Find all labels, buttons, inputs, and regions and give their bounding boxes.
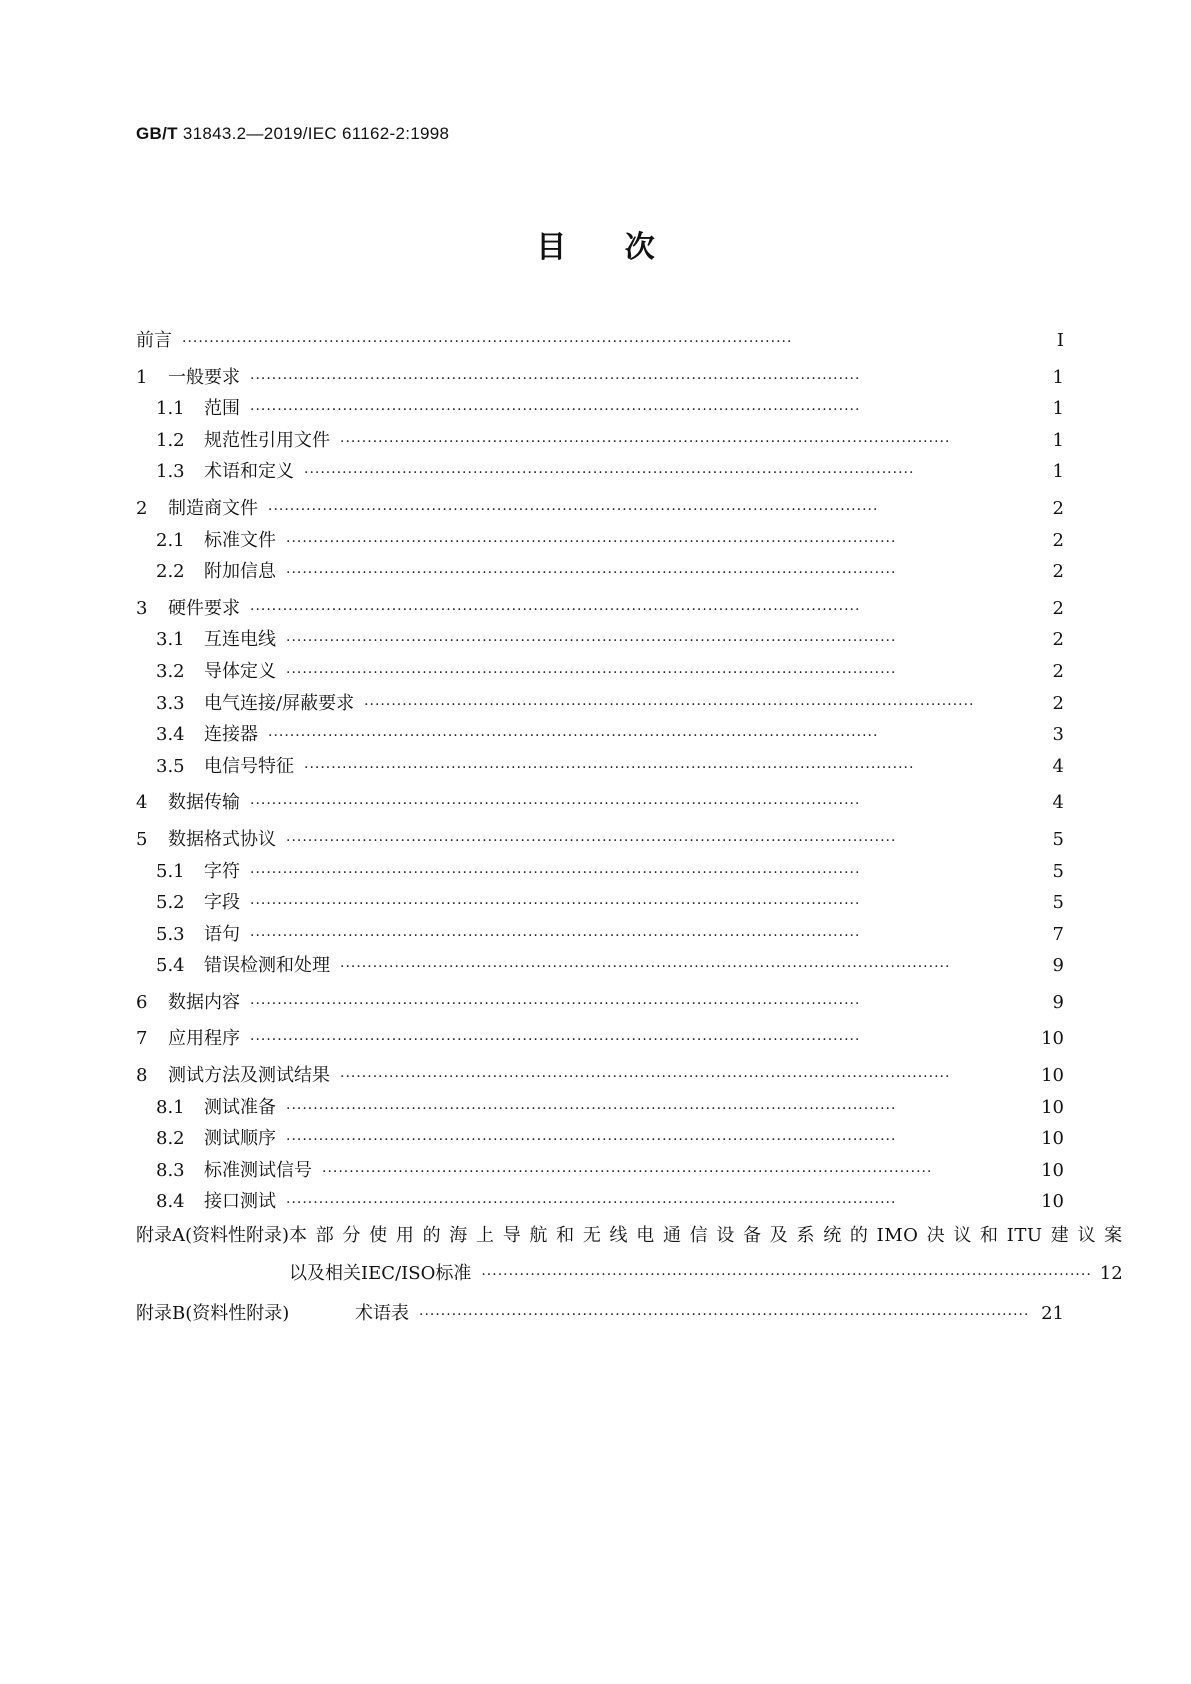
toc-entry-number: 2.2 — [156, 561, 185, 583]
toc-entry-page: 5 — [1052, 860, 1064, 882]
toc-entry[interactable] — [136, 988, 1064, 1020]
toc-entry-label: 标准测试信号 — [204, 1159, 312, 1181]
dot-leader: ················································································································ — [340, 959, 951, 976]
toc-entry[interactable] — [136, 657, 1064, 689]
toc-entry[interactable] — [136, 326, 1064, 358]
toc-entry[interactable] — [136, 1156, 1064, 1188]
toc-entry[interactable] — [136, 494, 1064, 526]
toc-entry-page: 1 — [1052, 398, 1064, 420]
toc-entry-label: 测试顺序 — [204, 1128, 276, 1150]
dot-leader: ················································································································ — [286, 832, 897, 849]
toc-entry[interactable] — [136, 1093, 1064, 1125]
dot-leader: ················································································································ — [481, 1267, 1092, 1284]
toc-entry-page: Ⅰ — [1056, 330, 1064, 351]
toc-entry[interactable] — [136, 594, 1064, 626]
dot-leader: ················································································································ — [340, 433, 951, 450]
toc-entry-label: 测试方法及测试结果 — [168, 1065, 330, 1087]
dot-leader: ················································································································ — [304, 759, 915, 776]
toc-entry-label: 导体定义 — [204, 660, 276, 682]
toc-entry[interactable] — [136, 557, 1064, 589]
toc-entry-page: 21 — [1041, 1303, 1064, 1325]
toc-entry-number: 5.2 — [156, 892, 185, 914]
toc-entry[interactable] — [136, 888, 1064, 920]
toc-entry-page: 10 — [1041, 1191, 1064, 1213]
toc-entry[interactable] — [136, 857, 1064, 889]
toc-entry-page: 4 — [1052, 792, 1064, 814]
toc-entry-page: 10 — [1041, 1096, 1064, 1118]
standard-number: 31843.2—2019/IEC 61162-2:1998 — [182, 124, 450, 143]
toc-entry-page: 4 — [1052, 755, 1064, 777]
toc-entry-page: 2 — [1052, 692, 1064, 714]
dot-leader: ················································································································ — [268, 728, 879, 745]
annex-title-text: 术语表 — [355, 1303, 409, 1325]
toc-entry[interactable] — [136, 1187, 1064, 1219]
toc-entry-page: 2 — [1052, 629, 1064, 651]
standard-header — [136, 124, 449, 144]
dot-leader: ················································································································ — [286, 533, 897, 550]
toc-entry-number: 8.3 — [156, 1159, 185, 1181]
toc-entry-number: 5.1 — [156, 860, 185, 882]
toc-entry-number: 3.2 — [156, 660, 185, 682]
toc-entry-number: 8.4 — [156, 1191, 185, 1213]
dot-leader: ················································································································ — [286, 1100, 897, 1117]
annex-title-line — [355, 1299, 1064, 1337]
toc-entry[interactable] — [136, 951, 1064, 983]
toc-entry-label: 附加信息 — [204, 561, 276, 583]
toc-annex-entry[interactable] — [136, 1299, 1064, 1337]
toc-entry-label: 字段 — [204, 892, 240, 914]
toc-entry-page: 1 — [1052, 429, 1064, 451]
toc-annex-entry[interactable] — [136, 1221, 1123, 1297]
toc-entry-number: 6 — [136, 991, 148, 1013]
dot-leader: ················································································································ — [340, 1069, 951, 1086]
toc-entry-number: 3.5 — [156, 755, 185, 777]
toc-entry-number: 2 — [136, 497, 148, 519]
toc-entry-label: 前言 — [136, 330, 172, 351]
toc-entry[interactable] — [136, 720, 1064, 752]
toc-entry-page: 9 — [1052, 991, 1064, 1013]
dot-leader: ················································································································ — [286, 1132, 897, 1149]
toc-entry-number: 8 — [136, 1065, 148, 1087]
dot-leader: ················································································································ — [268, 501, 879, 518]
toc-entry-page: 2 — [1052, 497, 1064, 519]
annex-heading: 附录A(资料性附录) — [136, 1225, 290, 1247]
toc-entry-page: 12 — [1099, 1263, 1123, 1285]
toc-entry-page: 2 — [1052, 660, 1064, 682]
dot-leader: ················································································································ — [304, 465, 915, 482]
toc-entry-number: 5.3 — [156, 923, 185, 945]
toc-entry-label: 语句 — [204, 923, 240, 945]
dot-leader: ················································································································ — [286, 565, 897, 582]
toc-entry-label: 互连电线 — [204, 629, 276, 651]
toc-entry-page: 10 — [1041, 1159, 1064, 1181]
toc-entry-label: 字符 — [204, 860, 240, 882]
toc-entry-page: 1 — [1052, 461, 1064, 483]
toc-entry-label: 数据内容 — [168, 991, 240, 1013]
toc-entry-number: 1.1 — [156, 398, 185, 420]
dot-leader: ················································································································ — [250, 896, 861, 913]
toc-entry-page: 10 — [1041, 1028, 1064, 1050]
toc-entry-page: 2 — [1052, 529, 1064, 551]
toc-entry[interactable] — [136, 457, 1064, 489]
dot-leader: ················································································································ — [250, 864, 861, 881]
toc-entry-number: 3 — [136, 597, 148, 619]
table-of-contents — [136, 326, 1123, 1337]
dot-leader: ················································································································ — [286, 633, 897, 650]
dot-leader: ················································································································ — [286, 1195, 897, 1212]
toc-entry-page: 9 — [1052, 955, 1064, 977]
toc-entry-label: 一般要求 — [168, 366, 240, 388]
toc-entry-number: 2.1 — [156, 529, 185, 551]
dot-leader: ················································································································ — [250, 370, 861, 387]
toc-entry[interactable] — [136, 625, 1064, 657]
toc-entry-label: 规范性引用文件 — [204, 429, 330, 451]
toc-entry-label: 应用程序 — [168, 1028, 240, 1050]
toc-entry-label: 测试准备 — [204, 1096, 276, 1118]
toc-entry-label: 数据传输 — [168, 792, 240, 814]
toc-entry[interactable] — [136, 363, 1064, 395]
toc-entry[interactable] — [136, 920, 1064, 952]
toc-entry[interactable] — [136, 526, 1064, 558]
toc-entry-label: 电信号特征 — [204, 755, 294, 777]
toc-entry-number: 5 — [136, 828, 148, 850]
toc-entry-number: 1.3 — [156, 461, 185, 483]
toc-entry-label: 范围 — [204, 398, 240, 420]
dot-leader: ················································································································ — [250, 1032, 861, 1049]
toc-entry[interactable] — [136, 689, 1064, 721]
standard-code: GB/T — [136, 124, 178, 143]
dot-leader: ················································································································ — [250, 995, 861, 1012]
toc-entry-label: 数据格式协议 — [168, 828, 276, 850]
toc-entry[interactable] — [136, 1024, 1064, 1056]
dot-leader: ················································································································ — [322, 1163, 933, 1180]
toc-entry-number: 4 — [136, 792, 148, 814]
toc-entry-number: 3.1 — [156, 629, 185, 651]
toc-entry-number: 7 — [136, 1028, 148, 1050]
toc-entry[interactable] — [136, 394, 1064, 426]
toc-entry-page: 7 — [1052, 923, 1064, 945]
toc-entry-label: 制造商文件 — [168, 497, 258, 519]
dot-leader: ················································································································ — [250, 601, 861, 618]
toc-entry-page: 10 — [1041, 1065, 1064, 1087]
annex-heading: 附录B(资料性附录) — [136, 1303, 290, 1325]
toc-entry-number: 1 — [136, 366, 148, 388]
toc-entry-number: 3.4 — [156, 724, 185, 746]
toc-entry-page: 10 — [1041, 1128, 1064, 1150]
dot-leader: ················································································································ — [419, 1307, 1030, 1324]
toc-entry-page: 2 — [1052, 597, 1064, 619]
toc-entry[interactable] — [136, 426, 1064, 458]
dot-leader: ················································································································ — [182, 334, 793, 350]
toc-entry-label: 标准文件 — [204, 529, 276, 551]
toc-entry-number: 3.3 — [156, 692, 185, 714]
toc-entry-page: 5 — [1052, 892, 1064, 914]
dot-leader: ················································································································ — [286, 664, 897, 681]
annex-title-line — [289, 1259, 1123, 1297]
toc-entry[interactable] — [136, 825, 1064, 857]
toc-entry[interactable] — [136, 788, 1064, 820]
toc-entry-label: 术语和定义 — [204, 461, 294, 483]
annex-title-text: 以及相关IEC/ISO标准 — [289, 1263, 472, 1285]
toc-entry[interactable] — [136, 1061, 1064, 1093]
dot-leader: ················································································································ — [250, 796, 861, 813]
toc-entry-label: 硬件要求 — [168, 597, 240, 619]
toc-entry-page: 5 — [1052, 828, 1064, 850]
annex-title-line — [289, 1221, 1123, 1259]
toc-entry-label: 电气连接/屏蔽要求 — [204, 692, 355, 714]
toc-entry-page: 3 — [1052, 724, 1064, 746]
toc-entry-label: 接口测试 — [204, 1191, 276, 1213]
page-title: 目 次 — [536, 230, 655, 265]
dot-leader: ················································································································ — [364, 696, 975, 713]
toc-entry-label: 错误检测和处理 — [204, 955, 330, 977]
toc-entry-number: 8.1 — [156, 1096, 185, 1118]
dot-leader: ················································································································ — [250, 402, 861, 419]
toc-entry-number: 1.2 — [156, 429, 185, 451]
annex-title — [289, 1221, 1123, 1297]
toc-entry-number: 5.4 — [156, 955, 185, 977]
toc-entry[interactable] — [136, 752, 1064, 784]
annex-title — [355, 1299, 1064, 1337]
dot-leader: ················································································································ — [250, 927, 861, 944]
toc-entry-number: 8.2 — [156, 1128, 185, 1150]
toc-entry-page: 1 — [1052, 366, 1064, 388]
toc-entry-page: 2 — [1052, 561, 1064, 583]
toc-entry-label: 连接器 — [204, 724, 258, 746]
annex-title-text: 本部分使用的海上导航和无线电通信设备及系统的IMO决议和ITU建议案 — [289, 1225, 1123, 1247]
toc-entry[interactable] — [136, 1124, 1064, 1156]
